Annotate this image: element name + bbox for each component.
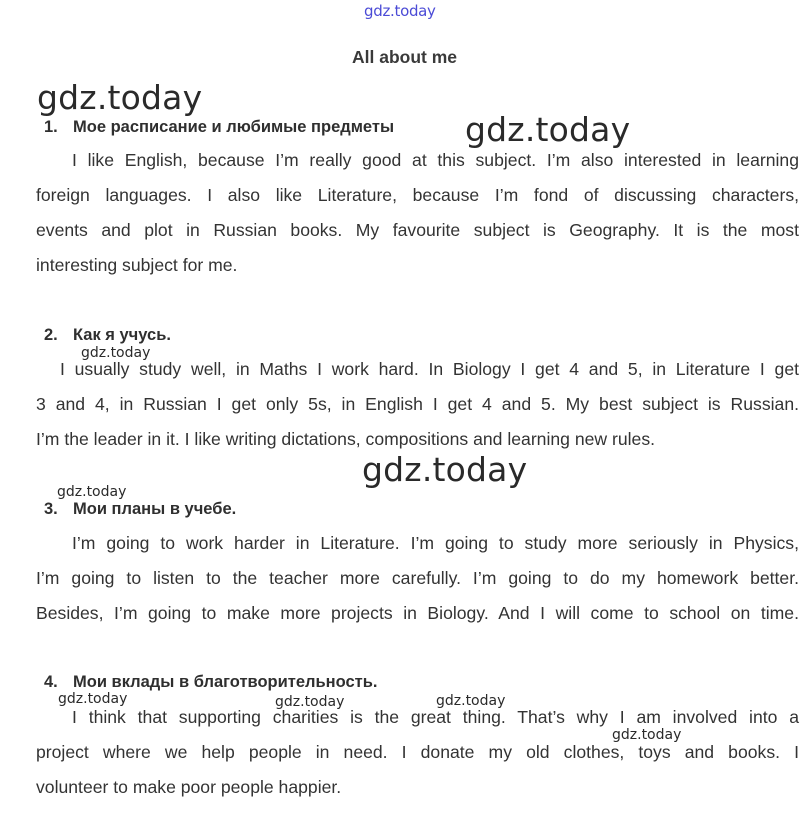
text-line: I’m the leader in it. I like writing dictations, compositions and learning new rules.	[36, 429, 656, 449]
section-number: 1.	[44, 118, 58, 136]
watermark: gdz.today	[57, 484, 127, 500]
text-line: I usually study well, in Maths I work hard. In Biology I get 4 and 5, in Literature I get	[60, 359, 799, 379]
text-line: I like English, because I’m really good at this subject. I’m also interested in learning	[72, 150, 799, 170]
section-number: 4.	[44, 673, 58, 691]
watermark-top: gdz.today	[364, 2, 436, 20]
section-1-heading	[44, 118, 394, 137]
section-2-heading	[44, 326, 171, 345]
section-3-heading	[44, 500, 236, 519]
section-3-text	[36, 526, 799, 631]
watermark: gdz.today	[37, 78, 203, 117]
section-heading-text: Мое расписание и любимые предметы	[73, 118, 395, 136]
section-number: 3.	[44, 500, 58, 518]
watermark: gdz.today	[465, 110, 631, 149]
watermark: gdz.today	[612, 727, 682, 743]
section-heading-text: Мои планы в учебе.	[73, 500, 237, 518]
watermark: gdz.today	[58, 691, 128, 707]
watermark: gdz.today	[275, 694, 345, 710]
text-line: project where we help people in need. I donate my old clothes, toys and books. I	[36, 742, 799, 762]
text-line: volunteer to make poor people happier.	[36, 777, 342, 797]
text-line: foreign languages. I also like Literature, because I’m fond of discussing characters,	[36, 185, 799, 205]
text-line: I’m going to work harder in Literature. I’m going to study more seriously in Physics,	[72, 533, 799, 553]
section-heading-text: Мои вклады в благотворительность.	[73, 673, 378, 691]
text-line: Besides, I’m going to make more projects in Biology. And I will come to school on time.	[36, 603, 799, 623]
text-line: I think that supporting charities is the great thing. That’s why I am involved into a	[72, 707, 799, 727]
section-heading-text: Как я учусь.	[73, 326, 171, 344]
section-2-text	[36, 352, 799, 457]
watermark: gdz.today	[436, 693, 506, 709]
section-4-text	[36, 700, 799, 805]
text-line: interesting subject for me.	[36, 255, 238, 275]
section-1-text	[36, 143, 799, 283]
text-line: 3 and 4, in Russian I get only 5s, in English I get 4 and 5. My best subject is Russian.	[36, 394, 799, 414]
page-title: All about me	[351, 47, 457, 67]
section-number: 2.	[44, 326, 58, 344]
text-line: I’m going to listen to the teacher more carefully. I’m going to do my homework better.	[36, 568, 799, 588]
watermark: gdz.today	[81, 345, 151, 361]
section-4-heading	[44, 673, 377, 692]
text-line: events and plot in Russian books. My favourite subject is Geography. It is the most	[36, 220, 799, 240]
watermark: gdz.today	[362, 450, 528, 489]
